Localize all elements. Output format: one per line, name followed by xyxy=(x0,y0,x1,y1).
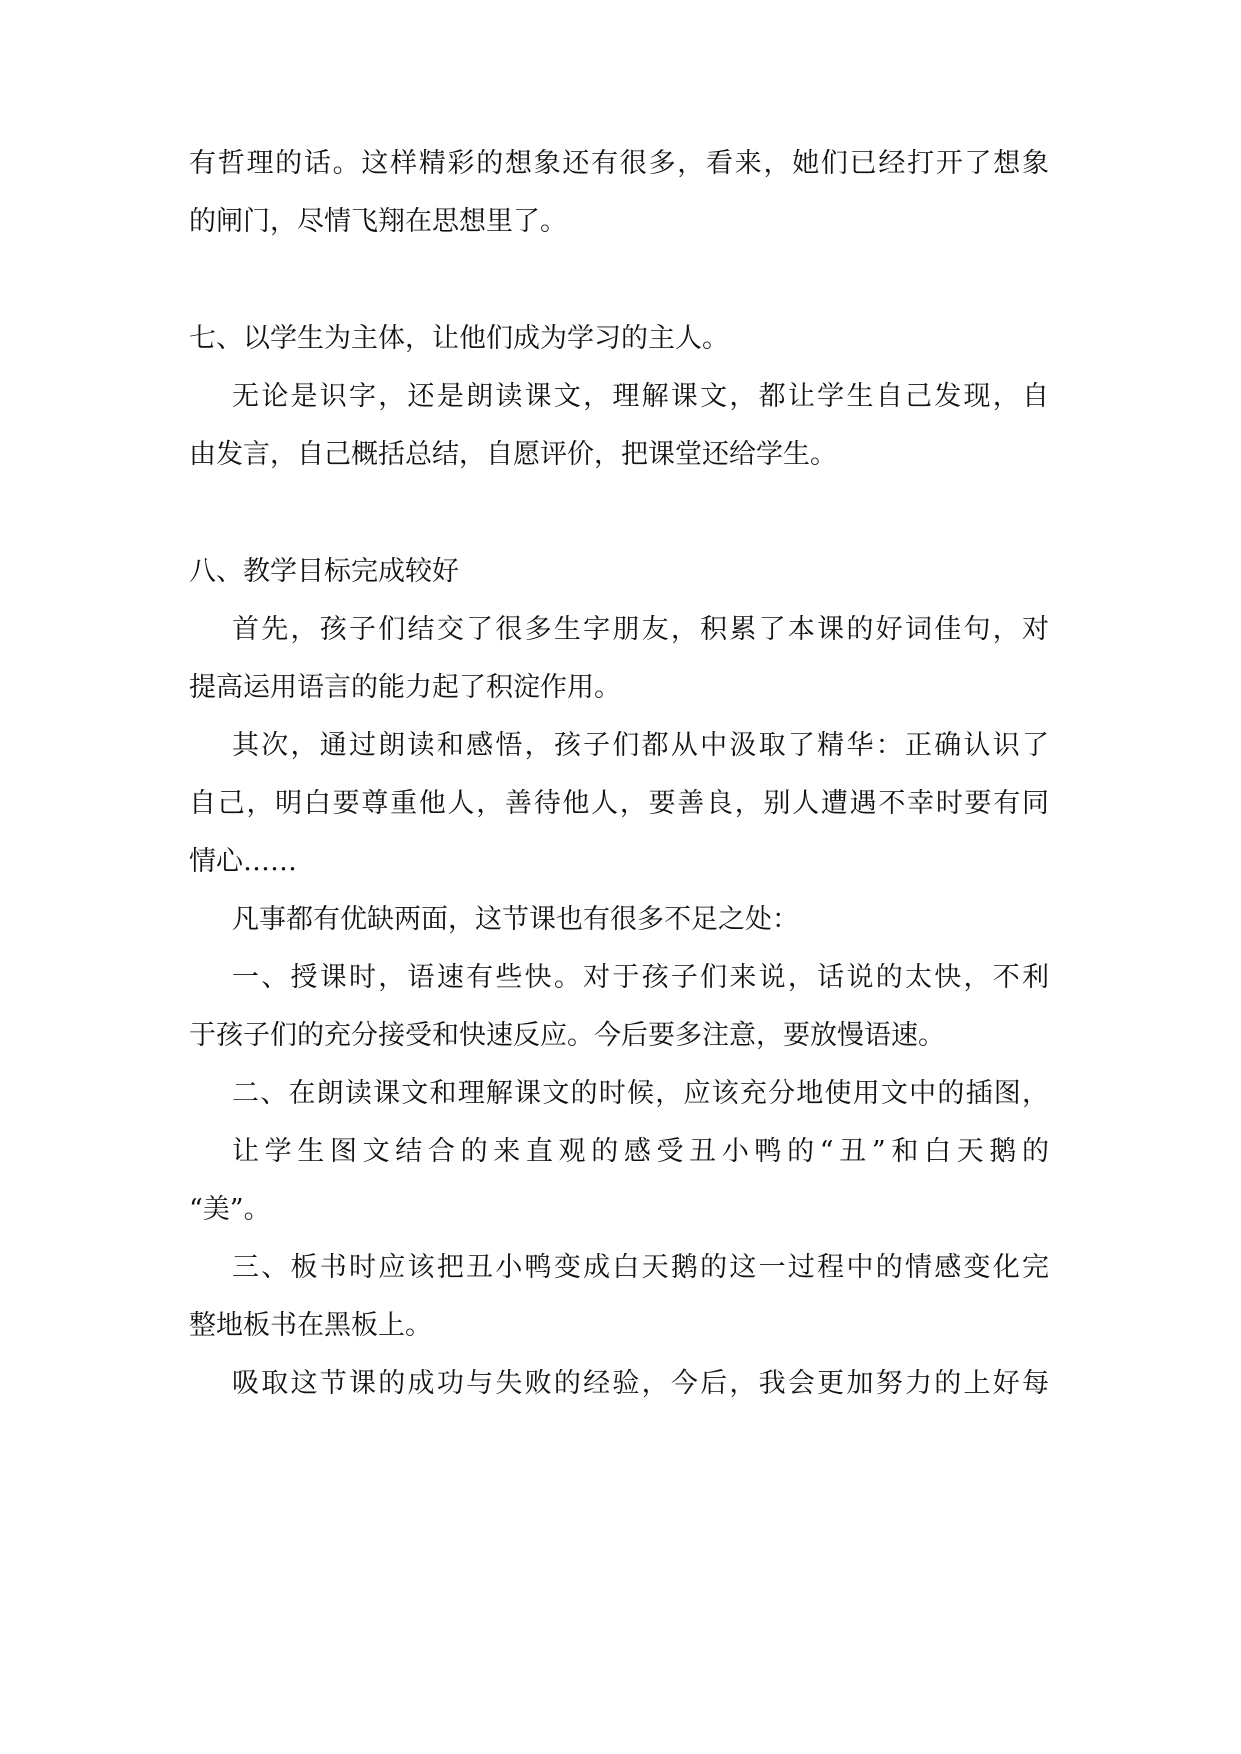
text-line: 其次，通过朗读和感悟，孩子们都从中汲取了精华：正确认识了 xyxy=(232,730,1049,761)
text-line: 首先，孩子们结交了很多生字朋友，积累了本课的好词佳句，对 xyxy=(232,614,1049,645)
text-line: 三、板书时应该把丑小鸭变成白天鹅的这一过程中的情感变化完 xyxy=(232,1252,1049,1283)
section-heading: 八、教学目标完成较好 xyxy=(189,556,459,587)
text-line: 于孩子们的充分接受和快速反应。今后要多注意，要放慢语速。 xyxy=(189,1020,945,1051)
text-line: 无论是识字，还是朗读课文，理解课文，都让学生自己发现，自 xyxy=(232,381,1049,412)
text-line: 二、在朗读课文和理解课文的时候，应该充分地使用文中的插图， xyxy=(232,1078,1049,1109)
section-heading: 七、以学生为主体，让他们成为学习的主人。 xyxy=(189,323,729,354)
text-line: 整地板书在黑板上。 xyxy=(189,1310,432,1341)
text-line: 吸取这节课的成功与失败的经验，今后，我会更加努力的上好每 xyxy=(232,1368,1049,1399)
text-line: 有哲理的话。这样精彩的想象还有很多，看来，她们已经打开了想象 xyxy=(189,148,1049,179)
text-line: 提高运用语言的能力起了积淀作用。 xyxy=(189,672,621,703)
text-line: “美”。 xyxy=(189,1194,271,1225)
text-line: 自己，明白要尊重他人，善待他人，要善良，别人遭遇不幸时要有同 xyxy=(189,788,1049,819)
text-line: 一、授课时，语速有些快。对于孩子们来说，话说的太快，不利 xyxy=(232,962,1049,993)
text-line: 情心…… xyxy=(189,846,297,877)
text-line: 凡事都有优缺两面，这节课也有很多不足之处： xyxy=(232,904,799,935)
text-line: 让学生图文结合的来直观的感受丑小鸭的“丑”和白天鹅的 xyxy=(232,1136,1049,1167)
text-line: 由发言，自己概括总结，自愿评价，把课堂还给学生。 xyxy=(189,439,837,470)
text-line: 的闸门，尽情飞翔在思想里了。 xyxy=(189,206,567,237)
